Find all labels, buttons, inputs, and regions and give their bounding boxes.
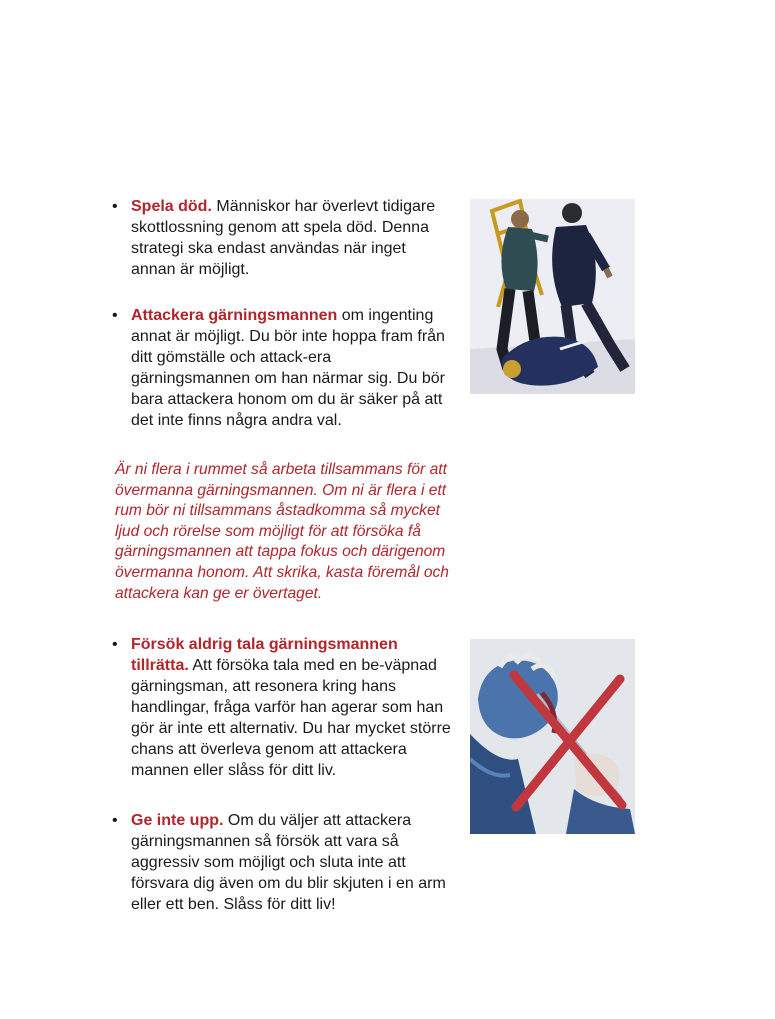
bullet-heading: Attackera gärningsmannen [131,307,338,324]
bullet-body: Om du väljer att attackera gärningsmannen så försök att vara så aggressiv som möjligt och sluta inte att försvara dig även om du blir skjuten i en arm eller ett ben. Slåss för ditt liv! [131,812,446,913]
bullet-marker: • [112,307,118,324]
bullet-item-attack [112,305,452,431]
bullet-text [131,634,452,781]
bullet-body: om ingenting annat är möjligt. Du bör inte hoppa fram från ditt gömställe och attack-era gärningsmannen om han närmar sig. Du bör bara attackera honom om du är säker på att det inte finns några andra val. [131,307,445,429]
bullet-heading: Ge inte upp. [131,812,224,829]
bullet-text [131,810,452,915]
bullet-text [131,196,452,280]
bullet-marker: • [112,812,118,829]
bullet-body: Människor har överlevt tidigare skottlossning genom att spela död. Denna strategi ska endast användas när inget annan är möjligt. [131,198,436,278]
bullet-text [131,305,452,431]
bullet-marker: • [112,198,118,215]
bullet-body: Att försöka tala med en be-väpnad gärningsman, att resonera kring hans handlingar, fråga varför han agerar som han gör är inte ett alternativ. Du har mycket större chans att överleva genom att attackera mannen eller slåss för ditt liv. [131,657,451,779]
bullet-marker: • [112,636,118,653]
bullet-item-play-dead [112,196,452,280]
crossed-hand-illustration [470,639,635,834]
bullet-heading: Spela död. [131,198,212,215]
bullet-item-dont-give-up [112,810,452,915]
group-note: Är ni flera i rummet så arbeta tillsammans för att övermanna gärningsmannen. Om ni är flera i ett rum bör ni tillsammans åstadkomma så mycket ljud och rörelse som möjligt för att försöka få gärningsmannen att tappa fokus och därigenom övermanna honom. Att skrika, kasta föremål och attackera kan ge er övertaget. [115,461,449,602]
attack-illustration [470,199,635,394]
bullet-heading: Försök aldrig tala gärningsmannen tillrätta. [131,636,398,674]
bullet-item-never-talk [112,634,452,781]
